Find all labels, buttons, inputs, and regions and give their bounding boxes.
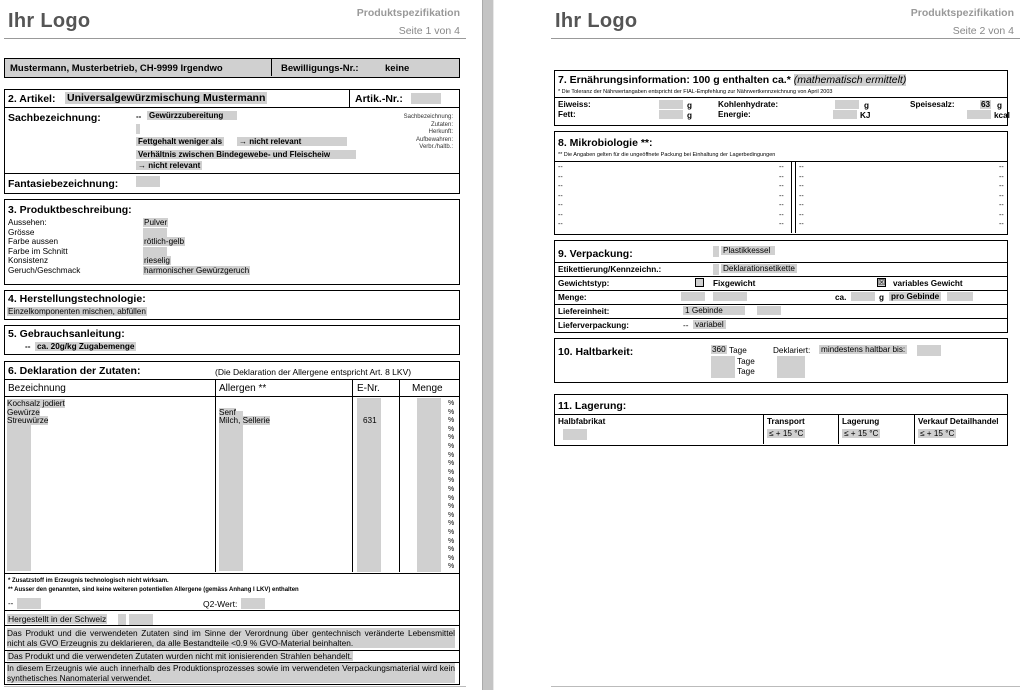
s8-title: 8. Mikrobiologie **: <box>558 137 653 149</box>
company-box <box>4 58 460 78</box>
percent-sign: % <box>448 511 455 519</box>
percent-sign: % <box>448 520 455 528</box>
micro-dash: -- <box>558 202 563 209</box>
storage-temp: ≤ + 15 °C <box>844 429 879 438</box>
doc-title: Produktspezifikation <box>910 7 1014 19</box>
days-unit-c: Tage <box>737 367 755 376</box>
days-unit-b: Tage <box>737 357 755 366</box>
page-header <box>357 4 460 40</box>
delivery-unit-field[interactable] <box>757 306 781 315</box>
company-name: Mustermann, Musterbetrieb, CH-9999 Irgendwo <box>10 63 223 74</box>
s4-text: Einzelkomponenten mischen, abfüllen <box>8 307 146 316</box>
energy-label: Energie: <box>718 110 751 119</box>
micro-dash: -- <box>799 164 804 171</box>
fat-label: Fettgehalt weniger als <box>138 137 223 146</box>
percent-sign: % <box>448 425 455 433</box>
fixweight-label: Fixgewicht <box>713 279 756 288</box>
carb-field[interactable] <box>835 100 859 109</box>
article-name: Universalgewürzmischung Mustermann <box>67 92 266 104</box>
salt-value: 63 <box>981 100 991 109</box>
delivery-unit-value: 1 Gebinde <box>683 306 745 315</box>
note-allergen: ** Ausser den genannten, sind keine weiteren potentiellen Allergene (gemäss Anhang I LKV) enthalten <box>8 587 299 593</box>
percent-sign: % <box>448 400 455 407</box>
ingredient-enr: 631 <box>363 416 377 425</box>
nano-text: In diesem Erzeugnis wie auch innerhalb des Produktionsprozesses sowie im verwendeten Verpackungsmaterial wird kein synthetisches Nanomaterial verwendet. <box>7 663 455 683</box>
s6-note: (Die Deklaration der Allergene entspricht Art. 8 LKV) <box>215 367 412 377</box>
q2-label: Q2-Wert: <box>203 599 238 609</box>
s3-row-value: harmonischer Gewürzgeruch <box>144 265 250 275</box>
micro-dash: -- <box>799 192 804 200</box>
percent-sign: % <box>448 451 455 459</box>
s4-title: 4. Herstellungstechnologie: <box>8 293 146 305</box>
fantasy-field[interactable] <box>136 176 160 187</box>
days-value: 360 <box>712 345 726 354</box>
doc-title: Produktspezifikation <box>356 7 460 19</box>
micro-dash: -- <box>799 173 804 181</box>
made-in: Hergestellt in der Schweiz <box>8 614 107 624</box>
allergen-column-fill <box>219 411 243 571</box>
col-allergen: Allergen ** <box>219 383 267 394</box>
page-2 <box>547 0 1024 690</box>
s3-row-value: rieselig <box>144 256 170 265</box>
label-value: Deklarationsetikette <box>723 264 795 273</box>
logo-placeholder: Ihr Logo <box>555 10 638 32</box>
s3-row-label: Farbe im Schnitt <box>8 246 68 256</box>
percent-sign: % <box>448 503 455 511</box>
micro-dash: -- <box>779 221 784 228</box>
microbiology-section <box>554 131 1008 235</box>
sach-value: Gewürzzubereitung <box>147 111 237 120</box>
col-menge: Menge <box>412 383 443 394</box>
energy-kj-unit: KJ <box>860 111 871 120</box>
s7-title: 7. Ernährungsinformation: 100 g enthalten ca.* (mathematisch ermittelt) <box>558 74 907 86</box>
name-column-fill <box>7 411 31 571</box>
salt-label: Speisesalz: <box>910 100 955 109</box>
s3-row-value: Pulver <box>144 218 168 227</box>
percent-sign: % <box>448 468 455 476</box>
best-before: mindestens haltbar bis: <box>821 345 906 354</box>
s3-row-label: Grösse <box>8 227 35 237</box>
manufacturing-section <box>4 290 460 320</box>
ingredient-name: Kochsalz jodiert <box>7 399 65 408</box>
ca-label: ca. <box>835 293 847 302</box>
menge-column-fill <box>417 398 441 572</box>
energy-kj-field[interactable] <box>833 110 857 119</box>
micro-dash: -- <box>799 183 804 190</box>
s5-title: 5. Gebrauchsanleitung: <box>8 328 125 340</box>
s10-title: 10. Haltbarkeit: <box>558 346 634 358</box>
sach-label: Sachbezeichnung: <box>8 112 101 124</box>
pack-marker <box>713 246 719 257</box>
s7-note: * Die Toleranz der Nährwertangaben entspricht der FIAL-Empfehlung zur Nährwertkennzeichnung von April 2003 <box>558 89 833 95</box>
menge-field-a[interactable] <box>681 292 705 301</box>
col-enr: E-Nr. <box>357 383 380 394</box>
dash: -- <box>8 599 14 608</box>
header-divider <box>551 38 1020 39</box>
micro-dash: -- <box>999 221 1004 228</box>
micro-dash: -- <box>999 211 1004 219</box>
micro-dash: -- <box>999 183 1004 190</box>
s3-title: 3. Produktbeschreibung: <box>8 204 132 216</box>
page-number: Seite 1 von 4 <box>398 25 460 37</box>
page-footer <box>551 686 1020 690</box>
weighttype-label: Gewichtstyp: <box>558 279 610 288</box>
article-label: 2. Artikel: <box>8 93 56 105</box>
s9-title: 9. Verpackung: <box>558 248 633 260</box>
transport-label: Transport <box>767 417 805 426</box>
micro-dash: -- <box>779 211 784 219</box>
percent-sign: % <box>448 408 455 416</box>
packaging-section <box>554 240 1008 333</box>
fixweight-checkbox[interactable] <box>695 278 704 287</box>
micro-dash: -- <box>999 192 1004 200</box>
ratio-value: → nicht relevant <box>138 161 201 170</box>
ratio-label: Verhältnis zwischen Bindegewebe- und Fleischeiw <box>136 150 356 159</box>
side-labels: Sachbezeichnung: Zutaten: Herkunft: Aufbewahren: Verbr./haltb.: <box>403 114 453 150</box>
logo-placeholder: Ihr Logo <box>8 10 91 32</box>
carb-unit: g <box>864 101 870 110</box>
micro-dash: -- <box>799 202 804 209</box>
nutrition-section <box>554 70 1008 126</box>
ingredient-allergen: Senf <box>219 407 236 417</box>
s3-row-value <box>143 228 167 237</box>
note-additive: * Zusatzstoff im Erzeugnis technologisch nicht wirksam. <box>8 578 169 584</box>
page-1 <box>0 0 470 690</box>
micro-dash: -- <box>558 221 563 228</box>
declared-field[interactable] <box>777 356 805 378</box>
percent-sign: % <box>448 434 455 442</box>
days-unit: Tage <box>729 346 747 355</box>
percent-sign: % <box>448 529 455 536</box>
menge-field-b[interactable] <box>713 292 747 301</box>
ingredient-allergen: Milch, Sellerie <box>219 416 270 425</box>
page-header <box>911 4 1014 40</box>
delivery-pack-dash: -- <box>683 321 689 330</box>
fat-field[interactable] <box>659 110 683 119</box>
declared-label: Deklariert: <box>773 346 811 355</box>
protein-unit: g <box>687 101 693 110</box>
protein-field[interactable] <box>659 100 683 109</box>
micro-dash: -- <box>999 173 1004 181</box>
origin-field[interactable] <box>17 598 41 609</box>
storage-section <box>554 394 1008 446</box>
micro-dash: -- <box>779 164 784 171</box>
percent-sign: % <box>448 417 455 425</box>
label-marker <box>713 264 719 275</box>
percent-sign: % <box>448 494 455 502</box>
fat-label: Fett: <box>558 110 576 119</box>
made-in-field-b[interactable] <box>129 614 153 625</box>
menge-label: Menge: <box>558 293 587 302</box>
semi-finished-field[interactable] <box>563 429 587 440</box>
q2-field[interactable] <box>241 598 265 609</box>
micro-dash: -- <box>779 173 784 181</box>
carb-label: Kohlenhydrate: <box>718 100 779 109</box>
made-in-field-a[interactable] <box>118 614 126 625</box>
page-footer <box>4 686 466 690</box>
varweight-label: variables Gewicht <box>893 279 963 288</box>
pro-gebinde: pro Gebinde <box>891 292 940 301</box>
menge-unit: g <box>879 293 885 302</box>
percent-sign: % <box>448 563 455 571</box>
ingredient-name: Streuwürze <box>7 416 49 425</box>
label-label: Etikettierung/Kennzeichn.: <box>558 265 662 274</box>
percent-sign: % <box>448 486 455 493</box>
s5-dash: -- <box>25 342 31 351</box>
storage-label: Lagerung <box>842 417 880 426</box>
s6-title: 6. Deklaration der Zutaten: <box>8 365 141 377</box>
delivery-pack-label: Lieferverpackung: <box>558 321 629 330</box>
gvo-text: Das Produkt und die verwendeten Zutaten sind im Sinne der Verordnung über gentechnisch veränderte Lebensmittel nicht als GVO Erzeugnis zu deklarieren, da alle Bestandteile <0.9 % GVO-Material beinhalten. <box>7 628 455 648</box>
transport-temp: ≤ + 15 °C <box>769 429 804 438</box>
s3-row-label: Geruch/Geschmack <box>8 265 81 275</box>
percent-sign: % <box>448 443 455 450</box>
header-divider <box>4 38 466 39</box>
days-field-b[interactable] <box>711 356 735 378</box>
s3-row-label: Konsistenz <box>8 256 49 265</box>
sach-field[interactable] <box>136 124 140 134</box>
varweight-checkbox[interactable]: ☒ <box>878 278 886 287</box>
sach-dash: -- <box>136 112 142 121</box>
percent-sign: % <box>448 460 455 468</box>
semi-finished-label: Halbfabrikat <box>558 417 606 426</box>
s5-text: ca. 20g/kg Zugabemenge <box>37 342 135 351</box>
micro-dash: -- <box>779 192 784 200</box>
retail-label: Verkauf Detailhandel <box>918 417 999 426</box>
pro-gebinde-field[interactable] <box>947 292 973 301</box>
micro-dash: -- <box>558 211 563 219</box>
irradiation-text: Das Produkt und die verwendeten Zutaten wurden nicht mit ionisierenden Strahlen behandelt. <box>8 651 353 661</box>
pack-value: Plastikkessel <box>721 246 775 255</box>
col-name: Bezeichnung <box>8 383 66 394</box>
micro-dash: -- <box>999 164 1004 171</box>
product-description-section <box>4 199 460 285</box>
percent-sign: % <box>448 546 455 554</box>
delivery-unit-label: Liefereinheit: <box>558 307 610 316</box>
percent-sign: % <box>448 554 455 562</box>
micro-dash: -- <box>799 211 804 219</box>
artno-field[interactable] <box>411 93 441 104</box>
energy-kcal-unit: kcal <box>994 111 1010 120</box>
micro-dash: -- <box>799 221 804 228</box>
micro-dash: -- <box>558 192 563 200</box>
menge-ca-field[interactable] <box>851 292 875 301</box>
micro-dash: -- <box>999 202 1004 209</box>
shelf-life-section <box>554 338 1008 383</box>
page-number: Seite 2 von 4 <box>952 25 1014 37</box>
page-gap <box>482 0 494 690</box>
s3-row-value: rötlich-gelb <box>144 237 185 246</box>
s3-row-value <box>143 247 167 256</box>
percent-sign: % <box>448 537 455 545</box>
ingredients-section <box>4 361 460 685</box>
s3-row-label: Farbe aussen <box>8 237 59 246</box>
s3-row-label: Aussehen: <box>8 218 47 227</box>
s8-note: ** Die Angaben gelten für die ungeöffnete Packung bei Einhaltung der Lagerbedingungen <box>558 152 776 158</box>
artno-label: Artik.-Nr.: <box>355 93 403 105</box>
best-before-field[interactable] <box>917 345 941 356</box>
article-section <box>4 89 460 194</box>
micro-dash: -- <box>558 173 563 181</box>
fat-value: → nicht relevant <box>237 137 347 146</box>
fantasy-label: Fantasiebezeichnung: <box>8 178 119 190</box>
permit-label: Bewilligungs-Nr.: <box>281 63 359 74</box>
s11-title: 11. Lagerung: <box>558 400 627 412</box>
usage-section <box>4 325 460 355</box>
micro-dash: -- <box>558 164 563 171</box>
ingredient-name: Gewürze <box>7 407 40 417</box>
protein-label: Eiweiss: <box>558 100 591 109</box>
micro-dash: -- <box>779 183 784 190</box>
energy-kcal-field[interactable] <box>967 110 991 119</box>
micro-dash: -- <box>558 183 563 190</box>
salt-unit: g <box>997 101 1003 110</box>
fat-unit: g <box>687 111 693 120</box>
permit-value: keine <box>385 63 410 74</box>
percent-sign: % <box>448 477 455 485</box>
delivery-pack-value: variabel <box>695 320 724 329</box>
retail-temp: ≤ + 15 °C <box>920 429 955 438</box>
micro-dash: -- <box>779 202 784 209</box>
